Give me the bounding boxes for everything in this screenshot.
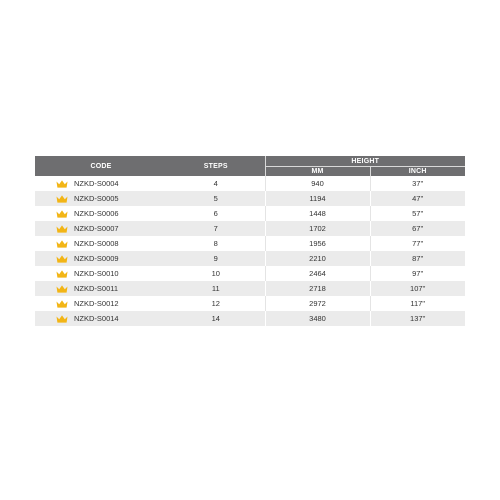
cell-code xyxy=(35,206,167,221)
table-header xyxy=(35,156,465,176)
cell-mm: 1448 xyxy=(265,206,370,221)
cell-inch: 77'' xyxy=(370,236,465,251)
cell-inch: 67'' xyxy=(370,221,465,236)
table-row xyxy=(35,251,465,266)
table-row xyxy=(35,176,465,191)
cell-code xyxy=(35,236,167,251)
table-row xyxy=(35,191,465,206)
cell-steps: 9 xyxy=(167,251,265,266)
code-text: NZKD-S0009 xyxy=(74,254,119,263)
code-text: NZKD-S0006 xyxy=(74,209,119,218)
crown-icon xyxy=(56,210,68,218)
table-row xyxy=(35,221,465,236)
cell-inch: 47'' xyxy=(370,191,465,206)
crown-icon xyxy=(56,300,68,308)
header-steps: STEPS xyxy=(167,156,265,176)
cell-steps: 7 xyxy=(167,221,265,236)
cell-inch: 97'' xyxy=(370,266,465,281)
code-text: NZKD-S0005 xyxy=(74,194,119,203)
cell-mm: 1194 xyxy=(265,191,370,206)
cell-mm: 940 xyxy=(265,176,370,191)
crown-icon xyxy=(56,315,68,323)
cell-code xyxy=(35,296,167,311)
cell-steps: 14 xyxy=(167,311,265,326)
code-text: NZKD-S0012 xyxy=(74,299,119,308)
table-row xyxy=(35,266,465,281)
cell-steps: 8 xyxy=(167,236,265,251)
spec-table xyxy=(35,156,465,326)
header-mm: MM xyxy=(265,167,370,177)
cell-code xyxy=(35,221,167,236)
crown-icon xyxy=(56,180,68,188)
header-height: HEIGHT xyxy=(265,156,465,167)
cell-inch: 37'' xyxy=(370,176,465,191)
crown-icon xyxy=(56,195,68,203)
cell-inch: 117'' xyxy=(370,296,465,311)
table-row xyxy=(35,296,465,311)
cell-inch: 107'' xyxy=(370,281,465,296)
cell-code xyxy=(35,281,167,296)
code-text: NZKD-S0007 xyxy=(74,224,119,233)
code-text: NZKD-S0008 xyxy=(74,239,119,248)
table-body xyxy=(35,176,465,326)
code-text: NZKD-S0010 xyxy=(74,269,119,278)
table-row xyxy=(35,206,465,221)
cell-steps: 11 xyxy=(167,281,265,296)
cell-steps: 6 xyxy=(167,206,265,221)
code-text: NZKD-S0014 xyxy=(74,314,119,323)
header-code: CODE xyxy=(35,156,167,176)
cell-code xyxy=(35,266,167,281)
cell-steps: 4 xyxy=(167,176,265,191)
crown-icon xyxy=(56,255,68,263)
cell-code xyxy=(35,176,167,191)
cell-code xyxy=(35,191,167,206)
cell-mm: 2718 xyxy=(265,281,370,296)
cell-mm: 2972 xyxy=(265,296,370,311)
cell-steps: 5 xyxy=(167,191,265,206)
table-row xyxy=(35,311,465,326)
header-inch: INCH xyxy=(370,167,465,177)
cell-mm: 1702 xyxy=(265,221,370,236)
cell-steps: 10 xyxy=(167,266,265,281)
cell-steps: 12 xyxy=(167,296,265,311)
crown-icon xyxy=(56,270,68,278)
crown-icon xyxy=(56,240,68,248)
cell-inch: 87'' xyxy=(370,251,465,266)
cell-mm: 1956 xyxy=(265,236,370,251)
cell-mm: 2210 xyxy=(265,251,370,266)
cell-code xyxy=(35,251,167,266)
crown-icon xyxy=(56,285,68,293)
cell-mm: 2464 xyxy=(265,266,370,281)
cell-mm: 3480 xyxy=(265,311,370,326)
table-row xyxy=(35,236,465,251)
cell-inch: 137'' xyxy=(370,311,465,326)
crown-icon xyxy=(56,225,68,233)
table-row xyxy=(35,281,465,296)
cell-inch: 57'' xyxy=(370,206,465,221)
code-text: NZKD-S0011 xyxy=(74,284,119,293)
code-text: NZKD-S0004 xyxy=(74,179,119,188)
cell-code xyxy=(35,311,167,326)
